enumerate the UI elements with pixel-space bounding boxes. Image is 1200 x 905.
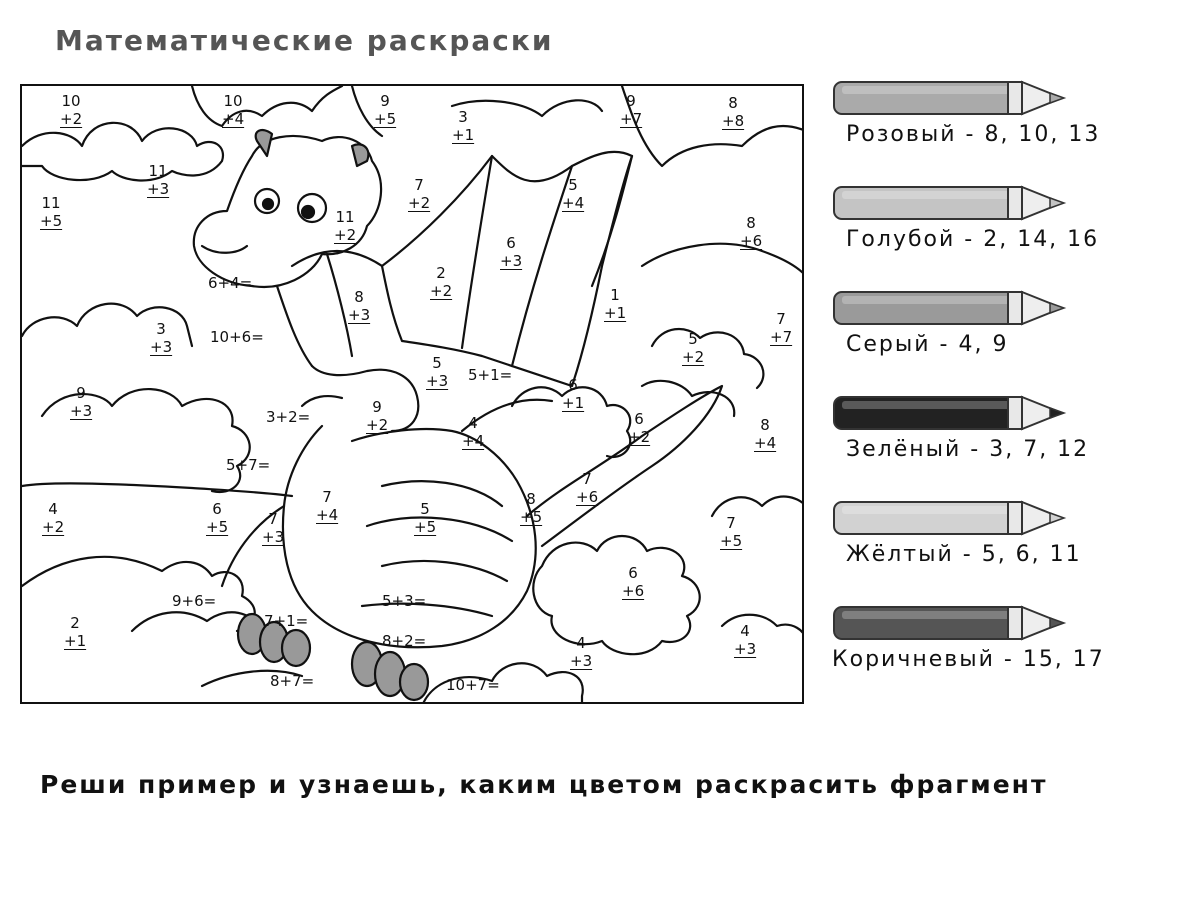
page-title: Математические раскраски [55,24,554,57]
addition-problem [414,500,436,536]
addition-problem [348,288,370,324]
addition-problem [562,176,584,212]
addition-problem [60,92,82,128]
problem-addend: +3 [500,252,523,270]
addition-problem [520,490,542,526]
problem-addend: +2 [430,282,453,300]
problem-first-number: 11 [41,194,61,212]
problem-addend: +2 [42,518,65,536]
color-legend-label: Зелёный - 3, 7, 12 [846,437,1090,462]
problem-addend: +3 [150,338,173,356]
problem-first-number: 6 [506,234,516,252]
expression-label: 6+4= [208,274,253,292]
addition-problem [426,354,448,390]
addition-problem [740,214,762,250]
problem-addend: +3 [147,180,170,198]
problem-addend: +5 [374,110,397,128]
problem-first-number: 5 [420,500,430,518]
problem-first-number: 6 [634,410,644,428]
problem-addend: +3 [426,372,449,390]
problem-first-number: 6 [628,564,638,582]
addition-problem [562,376,584,412]
problem-first-number: 5 [688,330,698,348]
problem-first-number: 11 [335,208,355,226]
problem-first-number: 7 [726,514,736,532]
addition-problem [734,622,756,658]
problem-first-number: 8 [526,490,536,508]
problem-addend: +5 [414,518,437,536]
problem-addend: +1 [452,126,475,144]
addition-problem [576,470,598,506]
problem-first-number: 7 [414,176,424,194]
pencil-icon [822,181,1072,225]
expression-label: 10+7= [446,676,500,694]
problem-addend: +2 [682,348,705,366]
addition-problem [206,500,228,536]
problem-first-number: 9 [626,92,636,110]
pencil-icon [822,601,1072,645]
problem-addend: +5 [206,518,229,536]
problem-first-number: 7 [582,470,592,488]
addition-problem [408,176,430,212]
pencil-icon [822,76,1072,120]
coloring-picture [20,84,804,704]
problem-first-number: 3 [458,108,468,126]
addition-problem [64,614,86,650]
problem-addend: +2 [366,416,389,434]
problem-addend: +3 [262,528,285,546]
problem-first-number: 4 [468,414,478,432]
addition-problem [682,330,704,366]
expression-label: 3+2= [266,408,311,426]
problem-first-number: 7 [322,488,332,506]
expression-label: 7+1= [264,612,309,630]
problem-first-number: 6 [568,376,578,394]
problem-first-number: 3 [156,320,166,338]
problem-first-number: 10 [61,92,81,110]
pencil-icon [822,391,1072,435]
addition-problem [70,384,92,420]
problem-addend: +6 [576,488,599,506]
addition-problem [222,92,244,128]
problem-addend: +6 [622,582,645,600]
problem-first-number: 2 [436,264,446,282]
problem-first-number: 5 [568,176,578,194]
problem-addend: +4 [222,110,245,128]
color-legend-label: Жёлтый - 5, 6, 11 [846,542,1082,567]
problem-first-number: 8 [760,416,770,434]
problem-first-number: 2 [70,614,80,632]
problem-first-number: 9 [76,384,86,402]
expression-label: 8+7= [270,672,315,690]
addition-problem [316,488,338,524]
problem-first-number: 4 [48,500,58,518]
addition-problem [334,208,356,244]
problem-first-number: 8 [728,94,738,112]
addition-problem [452,108,474,144]
instruction-text: Реши пример и узнаешь, каким цветом раскрасить фрагмент [40,770,1048,799]
addition-problem [42,500,64,536]
addition-problem [500,234,522,270]
problem-addend: +4 [562,194,585,212]
addition-problem [604,286,626,322]
color-legend-label: Серый - 4, 9 [846,332,1009,357]
problem-addend: +4 [462,432,485,450]
problem-first-number: 8 [746,214,756,232]
addition-problem [374,92,396,128]
addition-problem [40,194,62,230]
problem-first-number: 6 [212,500,222,518]
expression-label: 8+2= [382,632,427,650]
expression-label: 5+7= [226,456,271,474]
problem-addend: +2 [334,226,357,244]
expression-label: 5+1= [468,366,513,384]
addition-problem [620,92,642,128]
problem-addend: +5 [40,212,63,230]
addition-problem [722,94,744,130]
addition-problem [366,398,388,434]
addition-problem [628,410,650,446]
problem-first-number: 4 [576,634,586,652]
problem-first-number: 5 [432,354,442,372]
problem-addend: +2 [628,428,651,446]
problem-first-number: 7 [268,510,278,528]
addition-problem [720,514,742,550]
addition-problem [570,634,592,670]
problem-addend: +1 [604,304,627,322]
pencil-icon [822,496,1072,540]
problem-addend: +2 [60,110,83,128]
color-legend-label: Коричневый - 15, 17 [832,647,1105,672]
problem-first-number: 8 [354,288,364,306]
problem-first-number: 11 [148,162,168,180]
expression-label: 5+3= [382,592,427,610]
problem-first-number: 9 [372,398,382,416]
problem-addend: +7 [620,110,643,128]
problem-first-number: 4 [740,622,750,640]
addition-problem [462,414,484,450]
problem-addend: +3 [734,640,757,658]
addition-problem [430,264,452,300]
addition-problem [147,162,169,198]
addition-problem [150,320,172,356]
problem-addend: +8 [722,112,745,130]
problem-addend: +5 [520,508,543,526]
pencil-icon [822,286,1072,330]
expression-label: 9+6= [172,592,217,610]
problem-addend: +3 [348,306,371,324]
problem-addend: +7 [770,328,793,346]
addition-problem [770,310,792,346]
problem-addend: +4 [316,506,339,524]
addition-problem [262,510,284,546]
addition-problem [754,416,776,452]
problem-first-number: 9 [380,92,390,110]
problem-addend: +5 [720,532,743,550]
addition-problem [622,564,644,600]
problem-addend: +2 [408,194,431,212]
problem-first-number: 1 [610,286,620,304]
problem-addend: +3 [70,402,93,420]
problem-addend: +3 [570,652,593,670]
problem-addend: +6 [740,232,763,250]
problem-first-number: 10 [223,92,243,110]
color-legend-label: Розовый - 8, 10, 13 [846,122,1101,147]
problem-addend: +4 [754,434,777,452]
expression-label: 10+6= [210,328,264,346]
problem-first-number: 7 [776,310,786,328]
color-legend-label: Голубой - 2, 14, 16 [846,227,1100,252]
problem-addend: +1 [64,632,87,650]
problem-addend: +1 [562,394,585,412]
